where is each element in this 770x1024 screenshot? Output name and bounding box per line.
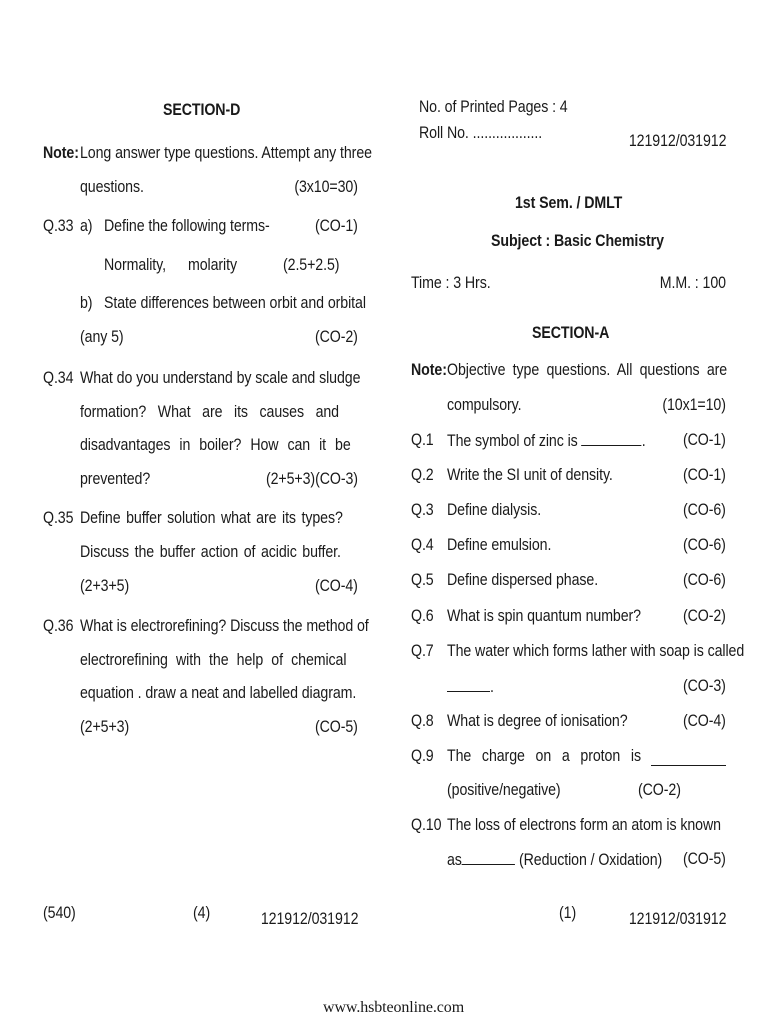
footer-left-paper-code: 121912/031912: [260, 910, 358, 928]
q8-number: Q.8: [411, 712, 434, 730]
q6-text: What is spin quantum number?: [447, 607, 641, 625]
q7-co: (CO-3): [683, 677, 726, 695]
q33-b-text: State differences between orbit and orbital: [104, 294, 366, 312]
q33-a-co: (CO-1): [315, 217, 358, 235]
q6-number: Q.6: [411, 607, 434, 625]
q34-number: Q.34: [43, 369, 74, 387]
q8-text: What is degree of ionisation?: [447, 712, 628, 730]
q10-text: The loss of electrons form an atom is known: [447, 816, 721, 834]
q9-number: Q.9: [411, 747, 434, 765]
q1-number: Q.1: [411, 431, 434, 449]
q34-line-2: formation? What are its causes and: [80, 403, 339, 421]
roll-no: Roll No. ..................: [419, 124, 543, 142]
footer-right-paper-code: 121912/031912: [628, 910, 726, 928]
q5-co: (CO-6): [683, 571, 726, 589]
q35-line-1: Define buffer solution what are its types?: [80, 509, 343, 527]
q2-text: Write the SI unit of density.: [447, 466, 613, 484]
q36-co: (CO-5): [315, 718, 358, 736]
q36-line-1: What is electrorefining? Discuss the method of: [80, 617, 369, 635]
header-paper-code: 121912/031912: [628, 132, 726, 150]
section-d-title: SECTION-D: [163, 101, 241, 119]
q1-co: (CO-1): [683, 431, 726, 449]
semester: 1st Sem. / DMLT: [515, 194, 623, 212]
q35-co: (CO-4): [315, 577, 358, 595]
q5-number: Q.5: [411, 571, 434, 589]
q10-number: Q.10: [411, 816, 442, 834]
q33-a-label: a): [80, 217, 93, 235]
q3-number: Q.3: [411, 501, 434, 519]
q4-text: Define emulsion.: [447, 536, 552, 554]
q34-marks: (2+5+3)(CO-3): [266, 470, 358, 488]
q33-term-molarity: molarity: [188, 256, 237, 274]
q36-number: Q.36: [43, 617, 74, 635]
q6-co: (CO-2): [683, 607, 726, 625]
q3-co: (CO-6): [683, 501, 726, 519]
q35-line-2: Discuss the buffer action of acidic buffer.: [80, 543, 341, 561]
q2-number: Q.2: [411, 466, 434, 484]
q36-line-3: equation . draw a neat and labelled diagram.: [80, 684, 357, 702]
footer-left-page: (4): [193, 904, 211, 922]
section-a-note-label: Note:: [411, 361, 447, 379]
q35-number: Q.35: [43, 509, 74, 527]
footer-left-code: (540): [43, 904, 76, 922]
q33-number: Q.33: [43, 217, 74, 235]
q9-text-2: (positive/negative): [447, 781, 561, 799]
q36-line-2: electrorefining with the help of chemical: [80, 651, 347, 669]
q3-text: Define dialysis.: [447, 501, 542, 519]
q7-number: Q.7: [411, 642, 434, 660]
section-d-note-label: Note:: [43, 144, 79, 162]
q34-line-4: prevented?: [80, 470, 151, 488]
section-d-note-text: Long answer type questions. Attempt any three: [80, 144, 372, 162]
q5-text: Define dispersed phase.: [447, 571, 599, 589]
q33-b-text-2: (any 5): [80, 328, 124, 346]
website-link[interactable]: www.hsbteonline.com: [323, 999, 465, 1016]
q4-co: (CO-6): [683, 536, 726, 554]
section-a-note-marks: (10x1=10): [662, 396, 726, 414]
printed-pages: No. of Printed Pages : 4: [419, 98, 568, 116]
section-d-note-text-2: questions.: [80, 178, 144, 196]
max-marks: M.M. : 100: [659, 274, 726, 292]
q36-line-4: (2+5+3): [80, 718, 130, 736]
q33-terms-marks: (2.5+2.5): [283, 256, 340, 274]
q7-text: The water which forms lather with soap is called: [447, 642, 745, 660]
q33-b-label: b): [80, 294, 93, 312]
time: Time : 3 Hrs.: [411, 274, 491, 292]
section-a-note-text: Objective type questions. All questions are: [447, 361, 728, 379]
q33-term-normality: Normality,: [104, 256, 166, 274]
q4-number: Q.4: [411, 536, 434, 554]
q7-blank: [447, 676, 490, 692]
q33-a-text: Define the following terms-: [104, 217, 270, 235]
q1-text: The symbol of zinc is .: [447, 432, 646, 450]
q33-b-co: (CO-2): [315, 328, 358, 346]
section-d-note-marks: (3x10=30): [294, 178, 358, 196]
q35-line-3: (2+3+5): [80, 577, 130, 595]
q10-text-2: as (Reduction / Oxidation): [447, 851, 663, 869]
q2-co: (CO-1): [683, 466, 726, 484]
section-a-note-text-2: compulsory.: [447, 396, 522, 414]
q9-co: (CO-2): [638, 781, 681, 799]
q34-line-1: What do you understand by scale and sludge: [80, 369, 361, 387]
footer-right-page: (1): [559, 904, 577, 922]
q10-co: (CO-5): [683, 850, 726, 868]
q7-blank-line: .: [447, 676, 494, 697]
q9-text: The charge on a proton is: [447, 747, 641, 765]
q1-blank: [582, 430, 642, 446]
q8-co: (CO-4): [683, 712, 726, 730]
q9-blank: [651, 750, 726, 766]
q10-blank: [462, 849, 515, 865]
q34-line-3: disadvantages in boiler? How can it be: [80, 436, 351, 454]
section-a-title: SECTION-A: [532, 324, 610, 342]
subject: Subject : Basic Chemistry: [491, 232, 664, 250]
